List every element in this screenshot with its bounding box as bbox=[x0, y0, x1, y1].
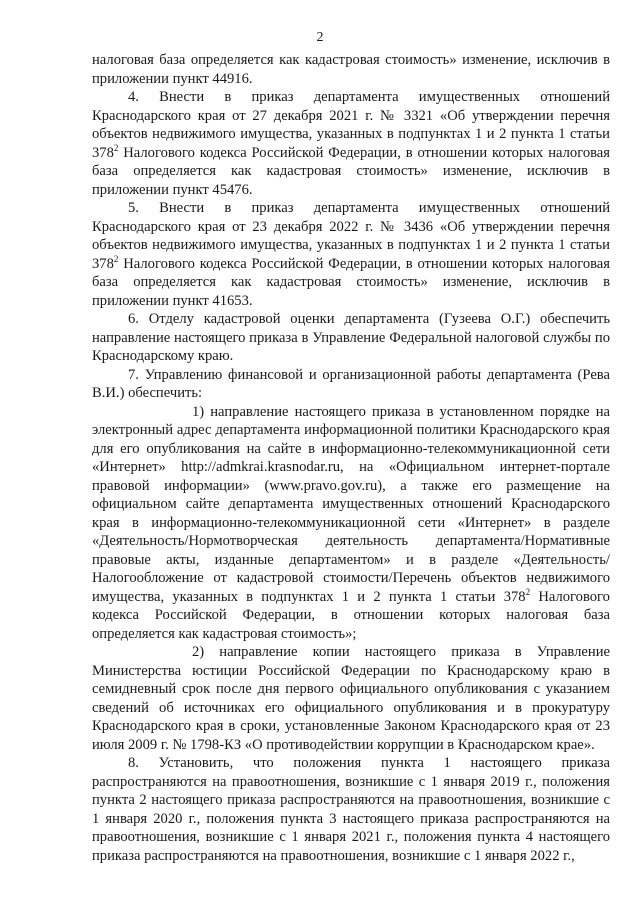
paragraph-item-4 bbox=[92, 88, 610, 199]
paragraph-text: Налогового кодекса Российской Федерации, в отношении которых налоговая база определяется как кадастровая стоимость» изменение, исключив в приложении пункт 41653. bbox=[92, 255, 610, 309]
paragraph-item-6: 6. Отделу кадастровой оценки департамента (Гузеева О.Г.) обеспечить направление настоящего приказа в Управление Федеральной налоговой службы по Краснодарскому краю. bbox=[92, 311, 610, 364]
superscript: 2 bbox=[525, 586, 531, 597]
paragraph-item-8: 8. Установить, что положения пункта 1 настоящего приказа распространяются на правоотношения, возникшие с 1 января 2019 г., положения пункта 2 настоящего приказа распространяются на правоотношения, возникшие с 1 января 2020 г., положения пункта 3 настоящего приказа распространяются на правоотношения, возникшие с 1 января 2021 г., положения пункта 4 настоящего приказа распространяются на правоотношения, возникшие с 1 января 2022 г., bbox=[92, 755, 610, 864]
paragraph-item-7: 7. Управлению финансовой и организационной работы департамента (Рева В.И.) обеспечить: bbox=[92, 366, 610, 401]
paragraph-continuation: налоговая база определяется как кадастровая стоимость» изменение, исключив в приложении пункт 44916. bbox=[92, 52, 610, 87]
paragraph-text: 1) направление настоящего приказа в установленном порядке на электронный адрес департамента информационной политики Краснодарского края для его опубликования на сайте в информационно-телекоммуникационной сети «Интернет» http://admkrai.krasnodar.ru, на «Официальном интернет-портале правовой информации» (www.pravo.gov.ru), а также его размещение на официальном сайте департамента имущественных отношений Краснодарского края в информационно-телекоммуникационной сети «Интернет» в разделе «Деятельность/Нормотворческая деятельность департамента/Нормативные правовые акты, изданные департаментом» и в разделе «Деятельность/ Налогообложение от кадастровой стоимости/Перечень объектов недвижимого имущества, указанных в подпунктах 1 и 2 пункта 1 статьи 378 bbox=[92, 403, 610, 605]
paragraph-text: 4. Внести в приказ департамента имущественных отношений Краснодарского края от 27 декабря 2021 г. № 3321 «Об утверждении перечня объектов недвижимого имущества, указанных в подпунктах 1 и 2 пункта 1 статьи 378 bbox=[92, 89, 610, 161]
superscript: 2 bbox=[113, 253, 119, 264]
page-number: 2 bbox=[316, 30, 324, 45]
subparagraph-7-2: 2) направление копии настоящего приказа в Управление Министерства юстиции Российской Федерации по Краснодарскому краю в семидневный срок после дня первого официального опубликования с указанием сведений об источниках его официального опубликования и в прокуратуру Краснодарского края в сроки, установленные Законом Краснодарского края от 23 июля 2009 г. № 1798-КЗ «О противодействии коррупции в Краснодарском крае». bbox=[92, 644, 610, 753]
paragraph-item-5 bbox=[92, 199, 610, 310]
paragraph-text: Налогового кодекса Российской Федерации, в отношении которых налоговая база определяется как кадастровая стоимость» изменение, исключив в приложении пункт 45476. bbox=[92, 144, 610, 198]
superscript: 2 bbox=[113, 142, 119, 153]
paragraph-text: Налогового кодекса Российской Федерации, в отношении которых налоговая база определяется как кадастровая стоимость»; bbox=[92, 588, 610, 642]
paragraph-text: 5. Внести в приказ департамента имущественных отношений Краснодарского края от 23 декабря 2022 г. № 3436 «Об утверждении перечня объектов недвижимого имущества, указанных в подпунктах 1 и 2 пункта 1 статьи 378 bbox=[92, 200, 610, 272]
subparagraph-7-1 bbox=[92, 403, 610, 644]
